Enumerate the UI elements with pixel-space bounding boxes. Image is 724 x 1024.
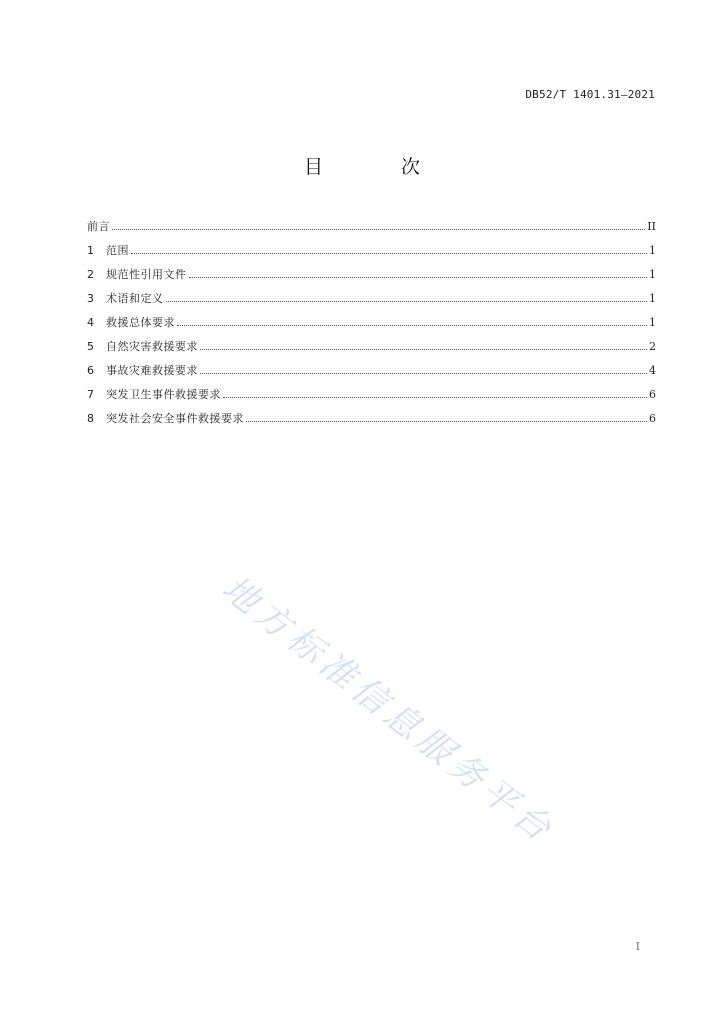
toc-leader-dots bbox=[200, 372, 647, 374]
toc-entry-page: 1 bbox=[649, 268, 656, 281]
toc-entry-number: 8 bbox=[87, 412, 94, 425]
toc-leader-dots bbox=[177, 324, 647, 326]
toc-entry-number: 2 bbox=[87, 268, 94, 281]
toc-entry-label: 前言 bbox=[87, 220, 110, 233]
toc-leader-dots bbox=[189, 276, 648, 278]
toc-leader-dots bbox=[131, 252, 647, 254]
toc-entry-3[interactable] bbox=[87, 290, 656, 314]
page-number: I bbox=[635, 940, 640, 953]
toc-entry-page: 2 bbox=[649, 340, 656, 353]
toc-entry-foreword[interactable] bbox=[87, 218, 656, 242]
toc-entry-label: 突发卫生事件救援要求 bbox=[106, 388, 221, 401]
toc-entry-page: 6 bbox=[649, 412, 656, 425]
toc-entry-page: 1 bbox=[649, 316, 656, 329]
toc-entry-8[interactable] bbox=[87, 410, 656, 434]
toc-entry-label: 规范性引用文件 bbox=[106, 268, 187, 281]
document-code: DB52/T 1401.31—2021 bbox=[525, 88, 655, 101]
toc-entry-number: 1 bbox=[87, 244, 94, 257]
toc-entry-page: II bbox=[647, 220, 656, 233]
toc-entry-6[interactable] bbox=[87, 362, 656, 386]
watermark: 地方标准信息服务平台 bbox=[214, 568, 563, 853]
toc-entry-number: 7 bbox=[87, 388, 94, 401]
toc-entry-label: 范围 bbox=[106, 244, 129, 257]
toc-title: 目 次 bbox=[303, 156, 457, 178]
toc-entry-label: 自然灾害救援要求 bbox=[106, 340, 198, 353]
toc-leader-dots bbox=[112, 228, 645, 230]
toc-entry-7[interactable] bbox=[87, 386, 656, 410]
toc-entry-1[interactable] bbox=[87, 242, 656, 266]
toc-entry-label: 突发社会安全事件救援要求 bbox=[106, 412, 244, 425]
toc-leader-dots bbox=[166, 300, 648, 302]
toc-entry-label: 术语和定义 bbox=[106, 292, 164, 305]
toc-entry-label: 救援总体要求 bbox=[106, 316, 175, 329]
toc-entry-page: 1 bbox=[649, 244, 656, 257]
toc-entry-page: 4 bbox=[649, 364, 656, 377]
toc-entry-number: 5 bbox=[87, 340, 94, 353]
toc-entry-5[interactable] bbox=[87, 338, 656, 362]
toc-leader-dots bbox=[223, 396, 647, 398]
toc-entry-number: 4 bbox=[87, 316, 94, 329]
toc-leader-dots bbox=[246, 420, 647, 422]
toc-entry-page: 6 bbox=[649, 388, 656, 401]
toc-entry-4[interactable] bbox=[87, 314, 656, 338]
toc-entry-page: 1 bbox=[649, 292, 656, 305]
toc-entry-label: 事故灾难救援要求 bbox=[106, 364, 198, 377]
toc-entry-number: 6 bbox=[87, 364, 94, 377]
toc-entry-number: 3 bbox=[87, 292, 94, 305]
toc-leader-dots bbox=[200, 348, 647, 350]
toc-entry-2[interactable] bbox=[87, 266, 656, 290]
table-of-contents bbox=[87, 218, 656, 434]
